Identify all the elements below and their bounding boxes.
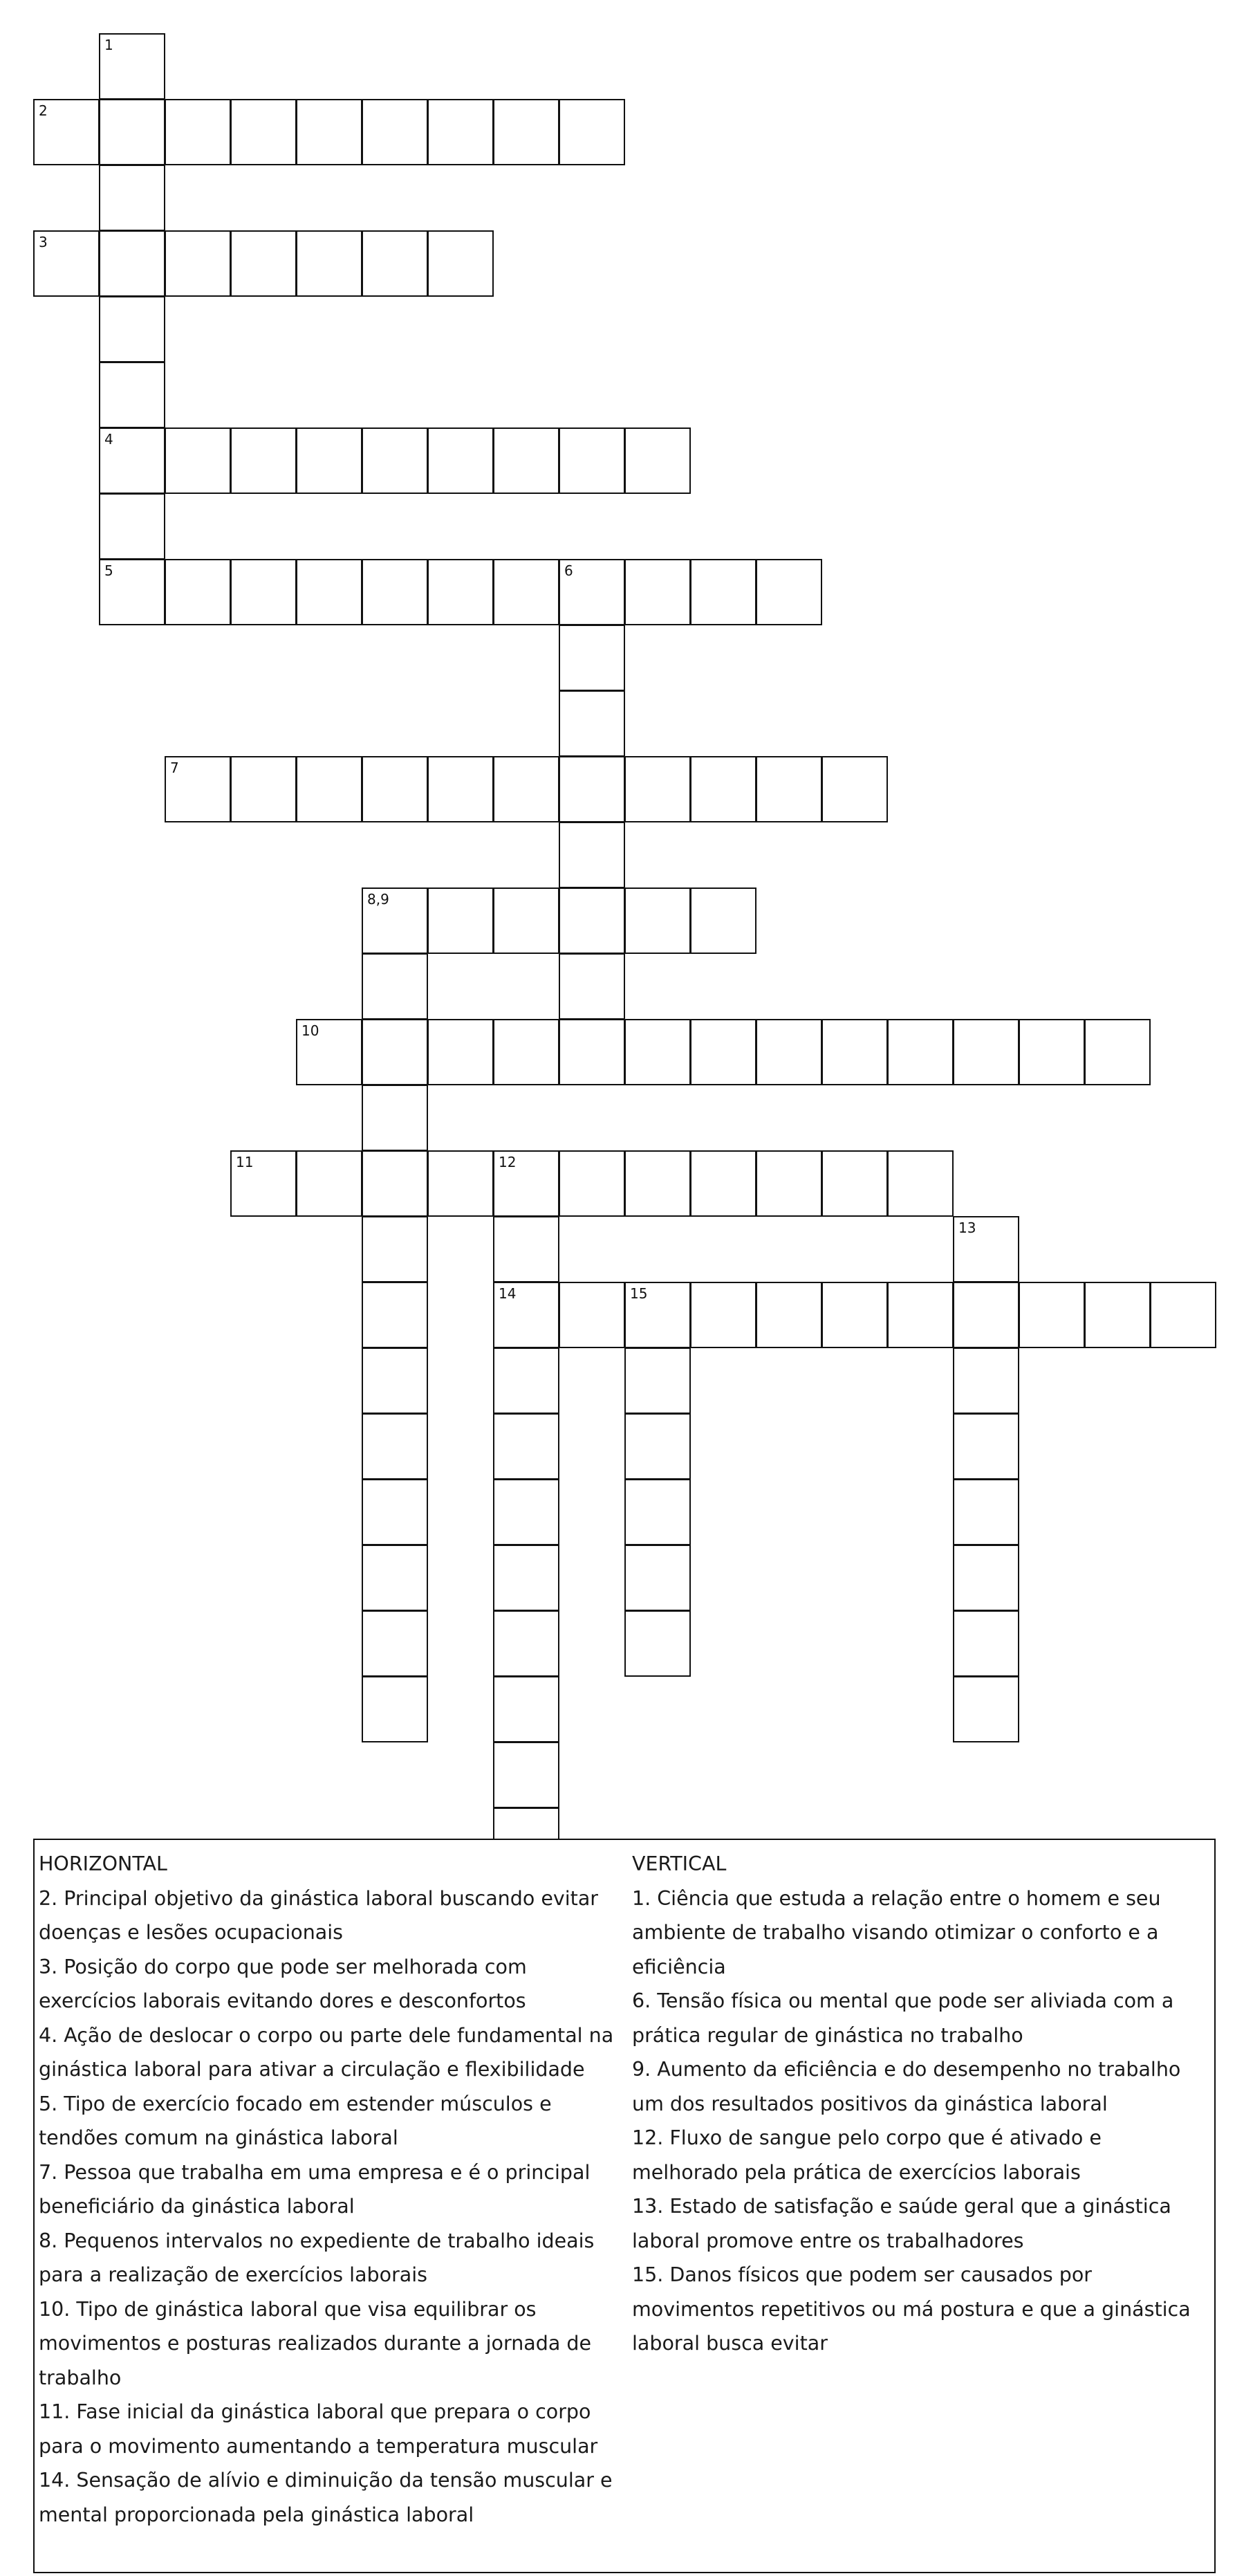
grid-cell[interactable] — [624, 1610, 691, 1677]
grid-cell[interactable] — [624, 1413, 691, 1480]
clue-number-4: 4 — [104, 431, 113, 448]
grid-cell[interactable] — [953, 1413, 1019, 1480]
horizontal-clue-5: 5. Tipo de exercício focado em estender músculos e tendões comum na ginástica laboral — [39, 2092, 552, 2149]
grid-cell[interactable] — [99, 33, 165, 100]
grid-cell[interactable] — [624, 1347, 691, 1414]
grid-cell[interactable] — [296, 756, 362, 822]
grid-cell[interactable] — [33, 99, 100, 165]
grid-cell[interactable] — [756, 1019, 822, 1085]
clue-number-3: 3 — [39, 234, 48, 250]
grid-cell[interactable] — [165, 756, 231, 822]
vertical-clue-15: 15. Danos físicos que podem ser causados por movimentos repetitivos ou má postura e que a ginástica laboral busca evitar — [632, 2263, 1191, 2355]
grid-cell[interactable] — [493, 1019, 559, 1085]
grid-cell[interactable] — [559, 756, 625, 822]
clue-number-8-9: 8,9 — [367, 891, 389, 908]
vertical-clue-13: 13. Estado de satisfação e saúde geral que a ginástica laboral promove entre os trabalhadores — [632, 2195, 1171, 2252]
grid-cell[interactable] — [953, 1676, 1019, 1742]
grid-cell[interactable] — [165, 427, 231, 494]
grid-cell[interactable] — [624, 756, 691, 822]
horizontal-clue-11: 11. Fase inicial da ginástica laboral que prepara o corpo para o movimento aumentando a temperatura muscular — [39, 2400, 598, 2458]
grid-cell[interactable] — [493, 1545, 559, 1611]
grid-cell[interactable] — [493, 427, 559, 494]
grid-cell[interactable] — [1019, 1019, 1085, 1085]
vertical-clue-1: 1. Ciência que estuda a relação entre o homem e seu ambiente de trabalho visando otimizar o conforto e a eficiência — [632, 1886, 1161, 1978]
vertical-clues-title: VERTICAL — [632, 1852, 727, 1875]
horizontal-clue-3: 3. Posição do corpo que pode ser melhorada com exercícios laborais evitando dores e desconfortos — [39, 1955, 527, 2012]
grid-cell[interactable] — [1084, 1019, 1151, 1085]
grid-cell[interactable] — [624, 1479, 691, 1545]
grid-cell[interactable] — [362, 1545, 428, 1611]
horizontal-clue-4: 4. Ação de deslocar o corpo ou parte dele fundamental na ginástica laboral para ativar a circulação e flexibilidade — [39, 2023, 614, 2081]
grid-cell[interactable] — [559, 822, 625, 888]
grid-cell[interactable] — [165, 230, 231, 297]
clue-number-12: 12 — [499, 1154, 517, 1170]
grid-cell[interactable] — [427, 99, 494, 165]
grid-cell[interactable] — [493, 1216, 559, 1282]
clue-number-6: 6 — [564, 562, 573, 579]
grid-cell[interactable] — [362, 1282, 428, 1348]
grid-cell[interactable] — [362, 756, 428, 822]
grid-cell[interactable] — [362, 887, 428, 954]
grid-cell[interactable] — [427, 1150, 494, 1217]
horizontal-clue-8: 8. Pequenos intervalos no expediente de trabalho ideais para a realização de exercícios laborais — [39, 2229, 595, 2286]
grid-cell[interactable] — [559, 1282, 625, 1348]
clue-number-2: 2 — [39, 102, 48, 119]
grid-cell[interactable] — [559, 427, 625, 494]
grid-cell[interactable] — [362, 1347, 428, 1414]
clue-number-1: 1 — [104, 37, 113, 53]
grid-cell[interactable] — [821, 1282, 888, 1348]
grid-cell[interactable] — [624, 887, 691, 954]
grid-cell[interactable] — [99, 230, 165, 297]
grid-cell[interactable] — [99, 165, 165, 231]
clue-number-14: 14 — [499, 1285, 517, 1302]
grid-cell[interactable] — [953, 1479, 1019, 1545]
grid-cell[interactable] — [296, 230, 362, 297]
grid-cell[interactable] — [427, 427, 494, 494]
grid-cell[interactable] — [756, 1282, 822, 1348]
horizontal-clues-column — [39, 1847, 626, 2532]
grid-cell[interactable] — [953, 1545, 1019, 1611]
grid-cell[interactable] — [296, 1019, 362, 1085]
clue-number-15: 15 — [630, 1285, 648, 1302]
grid-cell[interactable] — [756, 559, 822, 625]
grid-cell[interactable] — [165, 99, 231, 165]
vertical-clues-column — [632, 1847, 1213, 2361]
grid-cell[interactable] — [230, 230, 297, 297]
grid-cell[interactable] — [624, 1282, 691, 1348]
grid-cell[interactable] — [493, 1742, 559, 1808]
clue-number-11: 11 — [236, 1154, 254, 1170]
grid-cell[interactable] — [296, 427, 362, 494]
vertical-clue-12: 12. Fluxo de sangue pelo corpo que é ativado e melhorado pela prática de exercícios laborais — [632, 2126, 1102, 2184]
grid-cell[interactable] — [887, 1150, 954, 1217]
grid-cell[interactable] — [559, 690, 625, 757]
grid-cell[interactable] — [887, 1019, 954, 1085]
grid-cell[interactable] — [427, 230, 494, 297]
grid-cell[interactable] — [493, 559, 559, 625]
grid-cell[interactable] — [493, 1150, 559, 1217]
grid-cell[interactable] — [165, 559, 231, 625]
grid-cell[interactable] — [559, 1150, 625, 1217]
grid-cell[interactable] — [953, 1019, 1019, 1085]
grid-cell[interactable] — [1084, 1282, 1151, 1348]
grid-cell[interactable] — [1019, 1282, 1085, 1348]
grid-cell[interactable] — [493, 756, 559, 822]
grid-cell[interactable] — [821, 1150, 888, 1217]
clue-box — [33, 1839, 1216, 2573]
grid-cell[interactable] — [821, 756, 888, 822]
grid-cell[interactable] — [624, 1150, 691, 1217]
grid-cell[interactable] — [953, 1282, 1019, 1348]
grid-cell[interactable] — [624, 559, 691, 625]
horizontal-clue-7: 7. Pessoa que trabalha em uma empresa e é o principal beneficiário da ginástica laboral — [39, 2160, 591, 2218]
grid-cell[interactable] — [99, 493, 165, 560]
grid-cell[interactable] — [756, 1150, 822, 1217]
grid-cell[interactable] — [296, 1150, 362, 1217]
grid-cell[interactable] — [493, 887, 559, 954]
grid-cell[interactable] — [362, 1676, 428, 1742]
grid-cell[interactable] — [690, 1282, 756, 1348]
grid-cell[interactable] — [99, 427, 165, 494]
grid-cell[interactable] — [99, 99, 165, 165]
horizontal-clue-2: 2. Principal objetivo da ginástica laboral buscando evitar doenças e lesões ocupacionais — [39, 1886, 599, 1944]
grid-cell[interactable] — [690, 1019, 756, 1085]
grid-cell[interactable] — [559, 953, 625, 1020]
grid-cell[interactable] — [690, 1150, 756, 1217]
grid-cell[interactable] — [427, 756, 494, 822]
grid-cell[interactable] — [559, 887, 625, 954]
grid-cell[interactable] — [624, 1545, 691, 1611]
grid-cell[interactable] — [99, 296, 165, 362]
grid-cell[interactable] — [230, 427, 297, 494]
grid-cell[interactable] — [427, 559, 494, 625]
grid-cell[interactable] — [559, 559, 625, 625]
grid-cell[interactable] — [559, 99, 625, 165]
grid-cell[interactable] — [624, 1019, 691, 1085]
grid-cell[interactable] — [362, 99, 428, 165]
grid-cell[interactable] — [1150, 1282, 1216, 1348]
grid-cell[interactable] — [953, 1610, 1019, 1677]
grid-cell[interactable] — [362, 559, 428, 625]
clue-number-7: 7 — [170, 760, 179, 776]
grid-cell[interactable] — [493, 1282, 559, 1348]
grid-cell[interactable] — [362, 953, 428, 1020]
grid-cell[interactable] — [230, 1150, 297, 1217]
grid-cell[interactable] — [362, 1216, 428, 1282]
vertical-clue-9: 9. Aumento da eficiência e do desempenho no trabalho um dos resultados positivos da ginástica laboral — [632, 2058, 1181, 2115]
grid-cell[interactable] — [362, 427, 428, 494]
grid-cell[interactable] — [493, 1610, 559, 1677]
vertical-clue-6: 6. Tensão física ou mental que pode ser aliviada com a prática regular de ginástica no trabalho — [632, 1989, 1174, 2047]
grid-cell[interactable] — [493, 1347, 559, 1414]
clue-number-13: 13 — [958, 1220, 976, 1236]
grid-cell[interactable] — [230, 756, 297, 822]
grid-cell[interactable] — [99, 559, 165, 625]
grid-cell[interactable] — [493, 1479, 559, 1545]
grid-cell[interactable] — [690, 887, 756, 954]
grid-cell[interactable] — [559, 1019, 625, 1085]
grid-cell[interactable] — [362, 1413, 428, 1480]
clue-number-5: 5 — [104, 562, 113, 579]
grid-cell[interactable] — [493, 1413, 559, 1480]
grid-cell[interactable] — [493, 1676, 559, 1742]
clue-number-10: 10 — [301, 1022, 319, 1039]
horizontal-clues-title: HORIZONTAL — [39, 1852, 167, 1875]
grid-cell[interactable] — [953, 1347, 1019, 1414]
grid-cell[interactable] — [99, 362, 165, 428]
grid-cell[interactable] — [427, 1019, 494, 1085]
horizontal-clue-14: 14. Sensação de alívio e diminuição da tensão muscular e mental proporcionada pela ginástica laboral — [39, 2469, 613, 2526]
grid-cell[interactable] — [33, 230, 100, 297]
grid-cell[interactable] — [230, 559, 297, 625]
grid-cell[interactable] — [887, 1282, 954, 1348]
grid-cell[interactable] — [690, 559, 756, 625]
horizontal-clue-10: 10. Tipo de ginástica laboral que visa equilibrar os movimentos e posturas realizados durante a jornada de trabalho — [39, 2297, 591, 2389]
grid-cell[interactable] — [296, 99, 362, 165]
grid-cell[interactable] — [559, 625, 625, 691]
grid-cell[interactable] — [756, 756, 822, 822]
grid-cell[interactable] — [821, 1019, 888, 1085]
grid-cell[interactable] — [230, 99, 297, 165]
grid-cell[interactable] — [362, 1019, 428, 1085]
grid-cell[interactable] — [362, 1479, 428, 1545]
grid-cell[interactable] — [690, 756, 756, 822]
grid-cell[interactable] — [296, 559, 362, 625]
grid-cell[interactable] — [953, 1216, 1019, 1282]
grid-cell[interactable] — [624, 427, 691, 494]
grid-cell[interactable] — [362, 1150, 428, 1217]
grid-cell[interactable] — [362, 1085, 428, 1151]
grid-cell[interactable] — [427, 887, 494, 954]
grid-cell[interactable] — [493, 99, 559, 165]
grid-cell[interactable] — [362, 230, 428, 297]
grid-cell[interactable] — [362, 1610, 428, 1677]
